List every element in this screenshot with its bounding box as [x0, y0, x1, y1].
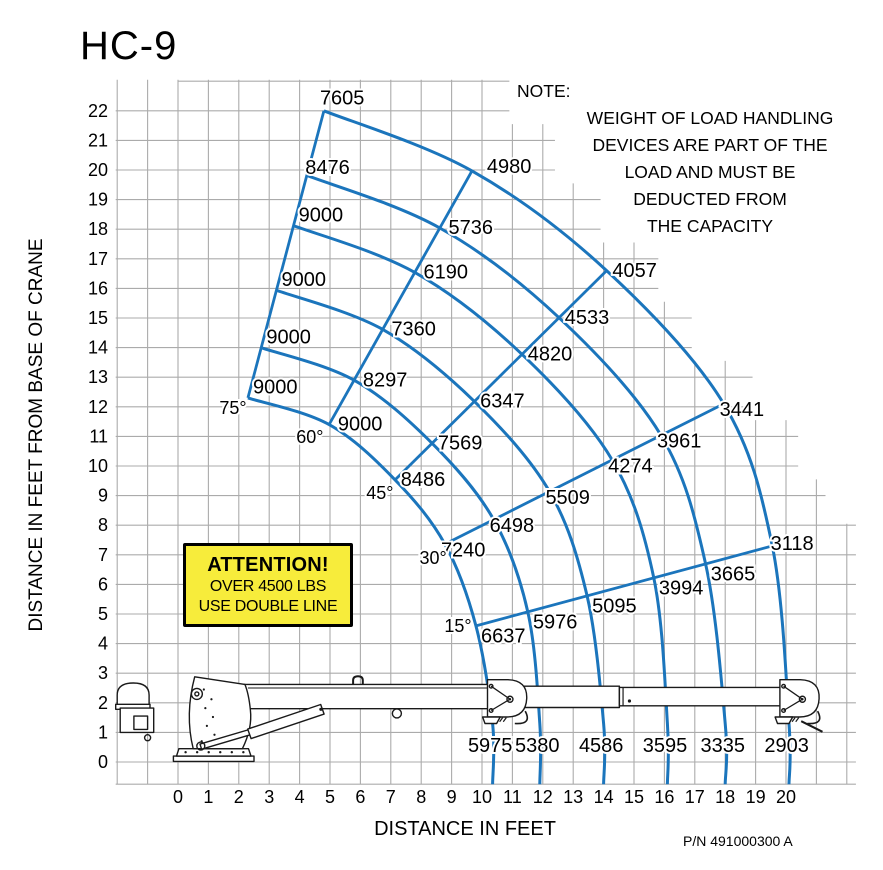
attention-title: ATTENTION!	[207, 553, 329, 576]
capacity-label: 6347	[480, 390, 525, 413]
capacity-label: 7605	[319, 87, 365, 110]
x-tick-label: 4	[294, 787, 305, 807]
capacity-label: 9000	[266, 326, 311, 349]
x-tick-label: 1	[203, 787, 214, 807]
y-axis-title: DISTANCE IN FEET FROM BASE OF CRANE	[26, 238, 47, 632]
note-line: LOAD AND MUST BE	[624, 162, 796, 182]
capacity-label: 6190	[423, 261, 469, 284]
x-tick-label: 14	[593, 787, 614, 807]
y-tick-label: 16	[87, 278, 108, 299]
capacity-label: 4057	[612, 259, 657, 282]
x-tick-label: 20	[775, 787, 797, 807]
note-heading: NOTE:	[517, 81, 571, 101]
capacity-label: 2903	[764, 735, 809, 758]
capacity-label: 4586	[578, 735, 624, 758]
x-tick-label: 2	[233, 787, 244, 807]
note-line: DEDUCTED FROM	[633, 189, 787, 209]
capacity-label: 5509	[545, 486, 590, 509]
y-tick-label: 18	[87, 219, 108, 240]
y-tick-label: 13	[87, 367, 108, 388]
x-tick-label: 15	[623, 787, 645, 807]
x-tick-label: 18	[715, 787, 736, 807]
x-tick-label: 7	[385, 787, 396, 807]
y-tick-label: 1	[97, 722, 108, 743]
capacity-label: 5736	[448, 217, 494, 240]
y-tick-label: 8	[97, 515, 108, 536]
capacity-label: 3665	[710, 563, 756, 586]
attention-box	[183, 543, 353, 627]
note-line: THE CAPACITY	[646, 216, 774, 236]
capacity-label: 6498	[489, 514, 535, 537]
boom-angle-label: 75°	[219, 398, 247, 418]
x-tick-label: 11	[503, 787, 522, 807]
y-tick-label: 5	[97, 604, 108, 624]
note-block	[500, 78, 883, 240]
y-tick-label: 4	[97, 633, 108, 654]
capacity-label: 5975	[467, 735, 513, 758]
chart-title: HC-9	[80, 24, 178, 68]
boom-angle-label: 30°	[419, 548, 447, 569]
capacity-label: 7360	[391, 318, 436, 341]
y-tick-label: 20	[87, 160, 108, 180]
capacity-label: 3595	[642, 735, 688, 758]
capacity-label: 6637	[481, 625, 526, 648]
capacity-label: 5380	[515, 735, 560, 758]
attention-line-1: OVER 4500 LBS	[209, 577, 327, 595]
y-tick-label: 12	[87, 396, 108, 417]
x-tick-label: 10	[471, 787, 493, 807]
y-tick-label: 21	[87, 130, 108, 151]
capacity-label: 4533	[564, 306, 610, 329]
capacity-label: 4274	[608, 455, 653, 478]
capacity-label: 8297	[362, 369, 408, 392]
y-tick-label: 0	[97, 752, 108, 772]
capacity-label: 4820	[527, 343, 573, 366]
x-tick-label: 17	[684, 787, 705, 807]
boom-angle-label: 45°	[366, 482, 394, 503]
capacity-label: 3335	[700, 735, 746, 758]
capacity-label: 3961	[656, 430, 702, 453]
x-tick-label: 9	[446, 787, 457, 807]
x-tick-label: 6	[355, 787, 366, 807]
boom-angle-line-45	[395, 271, 607, 480]
y-tick-label: 10	[87, 456, 108, 476]
boom-angle-label: 60°	[296, 427, 324, 447]
boom-angle-line-30	[445, 404, 724, 544]
y-tick-label: 11	[89, 426, 108, 447]
y-tick-label: 2	[97, 692, 108, 713]
y-tick-label: 14	[87, 337, 108, 358]
y-tick-label: 19	[87, 189, 108, 210]
y-tick-label: 3	[97, 663, 108, 684]
boom-angle-label: 15°	[444, 616, 472, 637]
x-tick-label: 12	[532, 787, 553, 807]
x-tick-label: 16	[654, 787, 675, 807]
x-axis-title: DISTANCE IN FEET	[374, 818, 556, 840]
note-line: DEVICES ARE PART OF THE	[592, 135, 828, 155]
attention-line-2: USE DOUBLE LINE	[198, 597, 338, 615]
capacity-label: 9000	[337, 413, 383, 436]
y-tick-label: 7	[97, 544, 108, 565]
part-number: P/N 491000300 A	[683, 833, 793, 849]
capacity-label: 8486	[400, 469, 446, 491]
capacity-label: 7240	[440, 539, 486, 562]
x-tick-label: 8	[416, 787, 427, 807]
capacity-label: 7569	[437, 432, 483, 455]
capacity-label: 8476	[305, 157, 350, 180]
x-tick-label: 3	[264, 787, 275, 807]
capacity-label: 5976	[532, 611, 578, 634]
y-tick-label: 15	[87, 308, 108, 328]
y-tick-label: 9	[97, 485, 108, 506]
note-line: WEIGHT OF LOAD HANDLING	[586, 108, 834, 128]
capacity-label: 9000	[298, 204, 344, 227]
capacity-label: 3441	[719, 399, 765, 422]
y-tick-label: 22	[87, 100, 108, 121]
capacity-label: 3118	[770, 533, 814, 555]
x-tick-label: 5	[324, 787, 336, 807]
y-tick-label: 6	[97, 574, 108, 595]
capacity-label: 9000	[253, 376, 298, 399]
x-tick-label: 0	[172, 787, 184, 807]
x-tick-label: 19	[745, 787, 766, 807]
y-tick-label: 17	[87, 248, 108, 269]
capacity-label: 3994	[658, 577, 704, 600]
capacity-label: 9000	[281, 269, 327, 291]
capacity-label: 5095	[592, 595, 637, 618]
capacity-label: 4980	[486, 155, 532, 178]
x-tick-label: 13	[563, 787, 584, 807]
